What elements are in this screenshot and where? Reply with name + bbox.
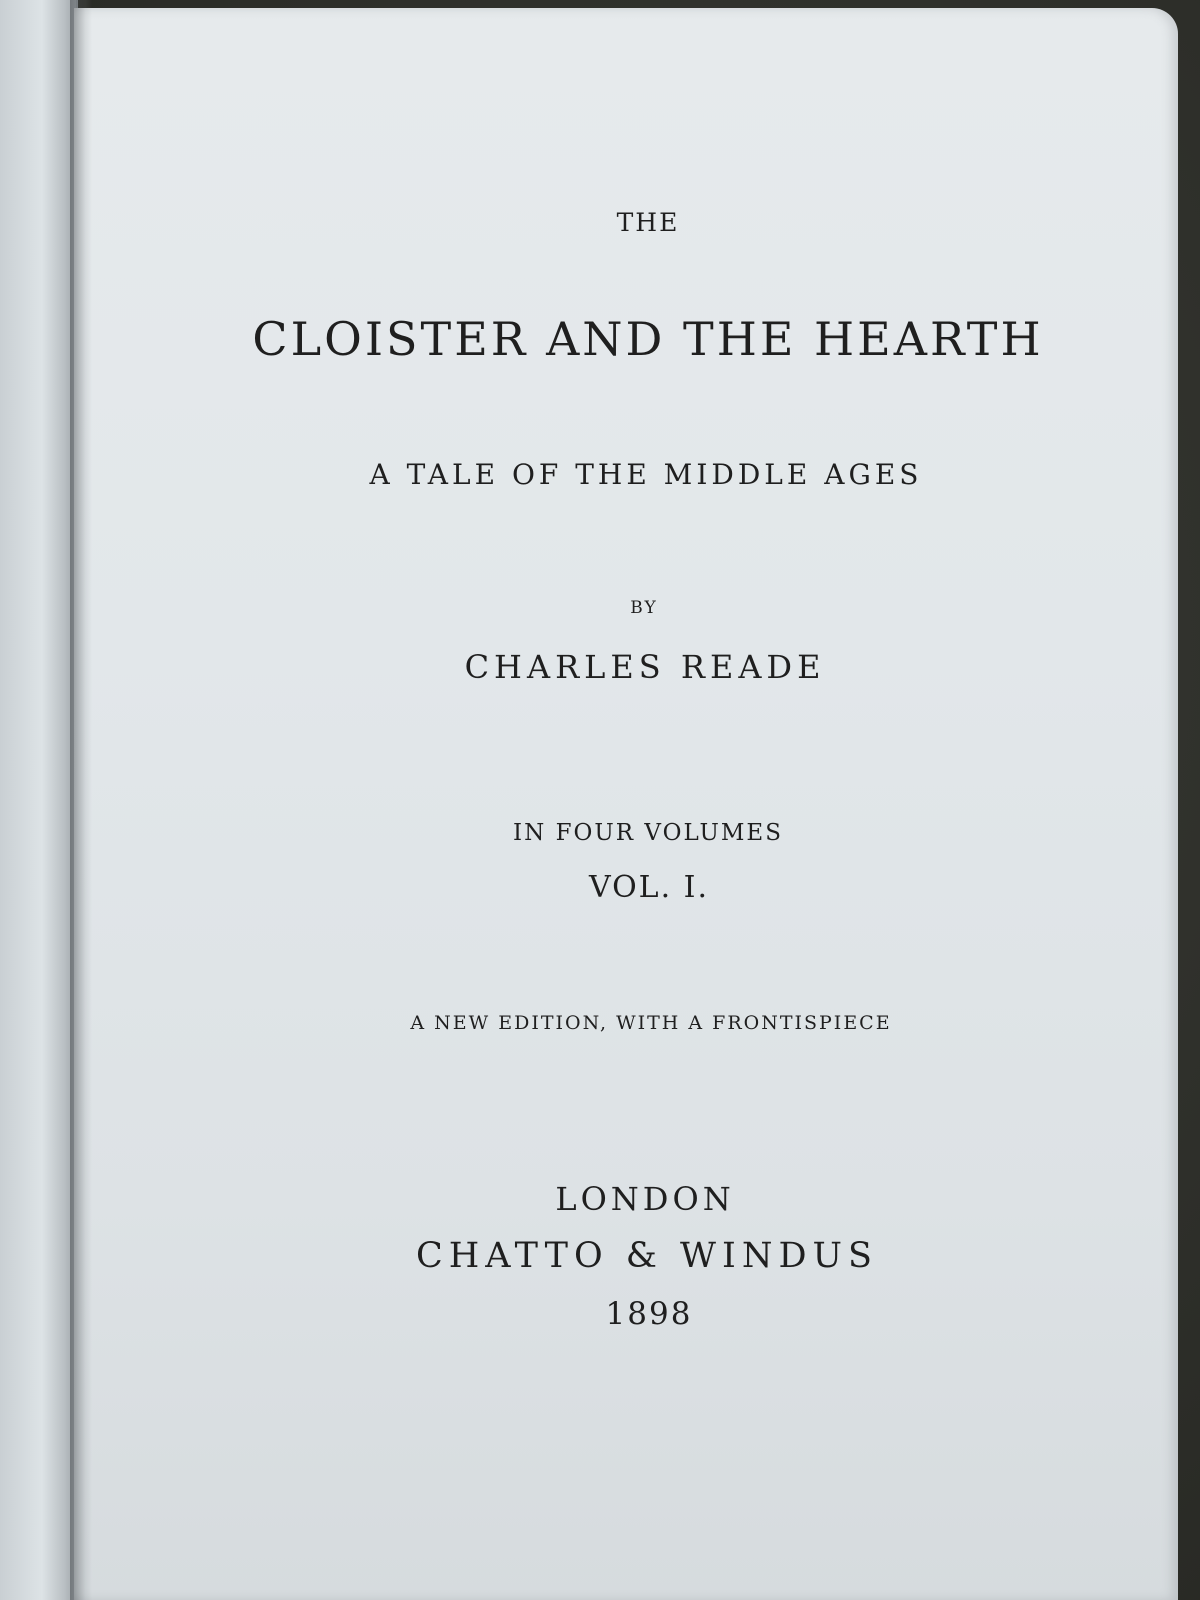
volume-number: VOL. I. xyxy=(588,870,710,905)
publisher-name: CHATTO & WINDUS xyxy=(415,1236,879,1276)
left-page-edge xyxy=(0,0,78,1600)
gutter-shadow xyxy=(70,0,92,1600)
book-subtitle: A TALE OF THE MIDDLE AGES xyxy=(369,458,923,491)
publication-year: 1898 xyxy=(605,1296,693,1332)
by-line: BY xyxy=(630,598,658,618)
author-name: CHARLES READE xyxy=(464,648,826,686)
title-article: THE xyxy=(616,208,680,237)
book-title: CLOISTER AND THE HEARTH xyxy=(252,312,1044,366)
edition-note: A NEW EDITION, WITH A FRONTISPIECE xyxy=(410,1012,892,1034)
volume-count: IN FOUR VOLUMES xyxy=(513,820,783,846)
title-page xyxy=(74,8,1178,1600)
publication-city: LONDON xyxy=(555,1180,735,1218)
